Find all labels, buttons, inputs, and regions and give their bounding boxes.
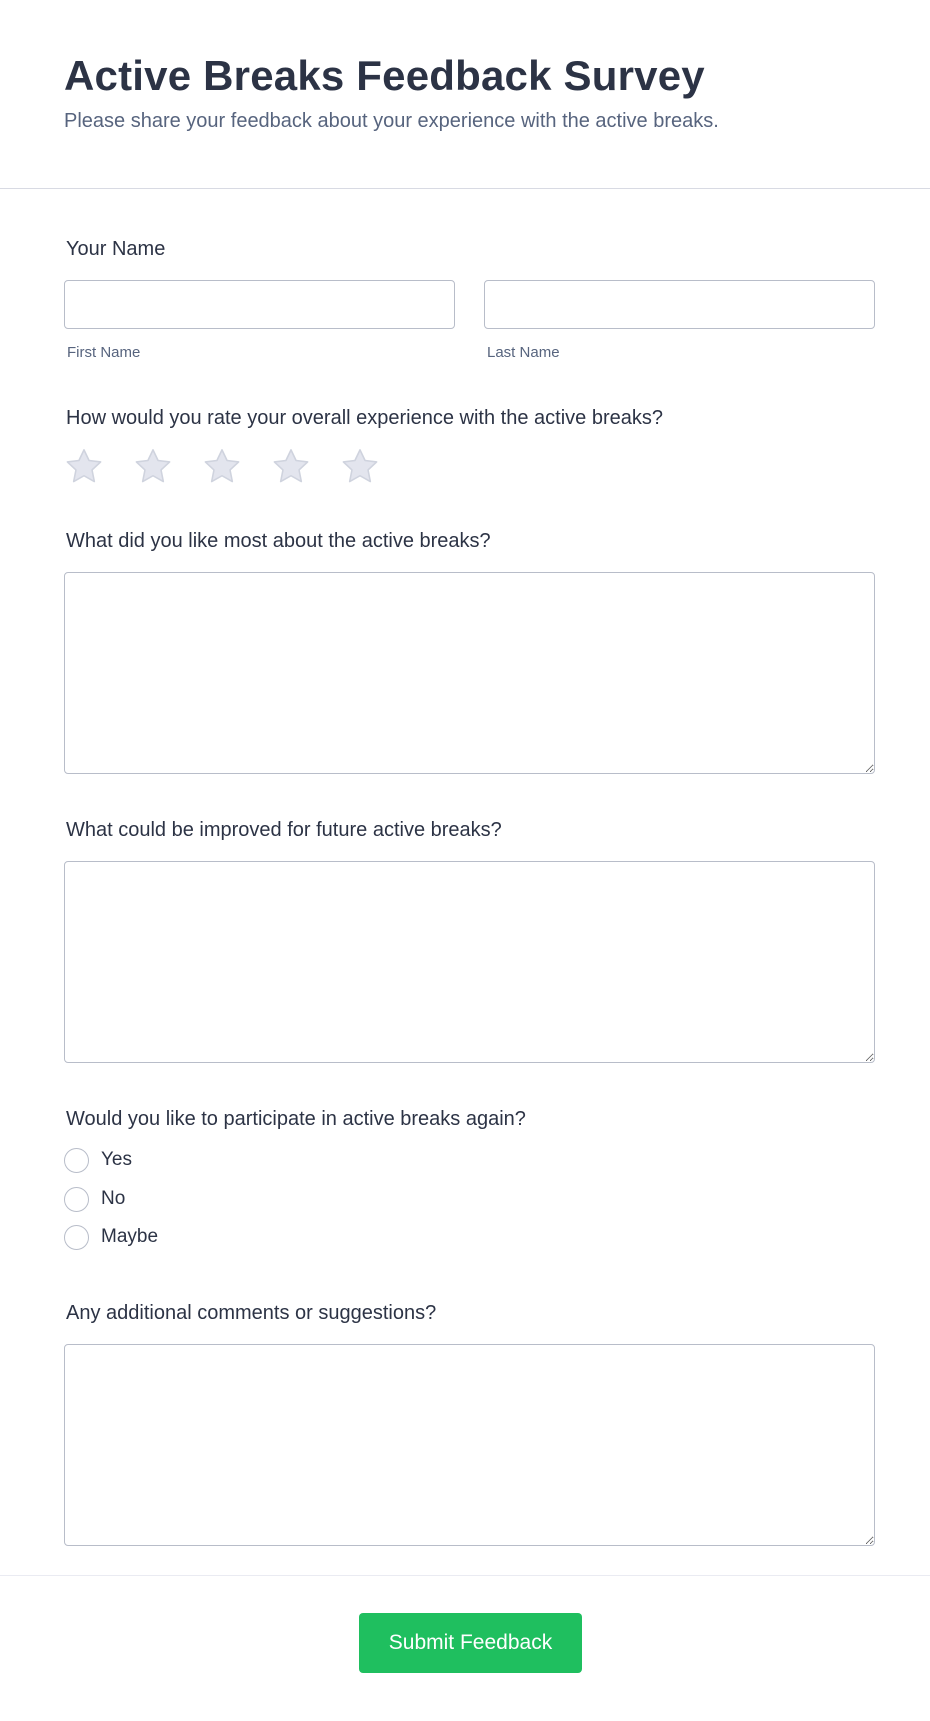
name-label: Your Name [66, 238, 166, 260]
radio-label: No [101, 1188, 126, 1209]
star-icon[interactable] [132, 446, 174, 488]
star-icon[interactable] [270, 446, 312, 488]
liked-label: What did you like most about the active breaks? [66, 530, 491, 552]
form-header [0, 0, 930, 189]
liked-textarea[interactable] [64, 572, 875, 774]
radio-circle[interactable] [64, 1225, 89, 1250]
improve-label: What could be improved for future active breaks? [66, 819, 502, 841]
star-icon[interactable] [63, 446, 105, 488]
page-title: Active Breaks Feedback Survey [64, 52, 705, 99]
comments-textarea[interactable] [64, 1344, 875, 1546]
radio-circle[interactable] [64, 1187, 89, 1212]
radio-label: Maybe [101, 1226, 159, 1247]
last-name-input[interactable] [484, 280, 875, 329]
participate-label: Would you like to participate in active breaks again? [66, 1108, 526, 1130]
star-icon[interactable] [339, 446, 381, 488]
first-name-input[interactable] [64, 280, 455, 329]
page-subtitle: Please share your feedback about your experience with the active breaks. [64, 110, 719, 132]
submit-button[interactable]: Submit Feedback [359, 1613, 582, 1673]
improve-textarea[interactable] [64, 861, 875, 1063]
radio-circle[interactable] [64, 1148, 89, 1173]
star-rating [63, 446, 403, 490]
radio-label: Yes [101, 1149, 132, 1170]
last-name-sublabel: Last Name [487, 344, 560, 361]
rating-label: How would you rate your overall experience with the active breaks? [66, 407, 663, 429]
star-icon[interactable] [201, 446, 243, 488]
first-name-sublabel: First Name [67, 344, 141, 361]
comments-label: Any additional comments or suggestions? [66, 1302, 437, 1324]
